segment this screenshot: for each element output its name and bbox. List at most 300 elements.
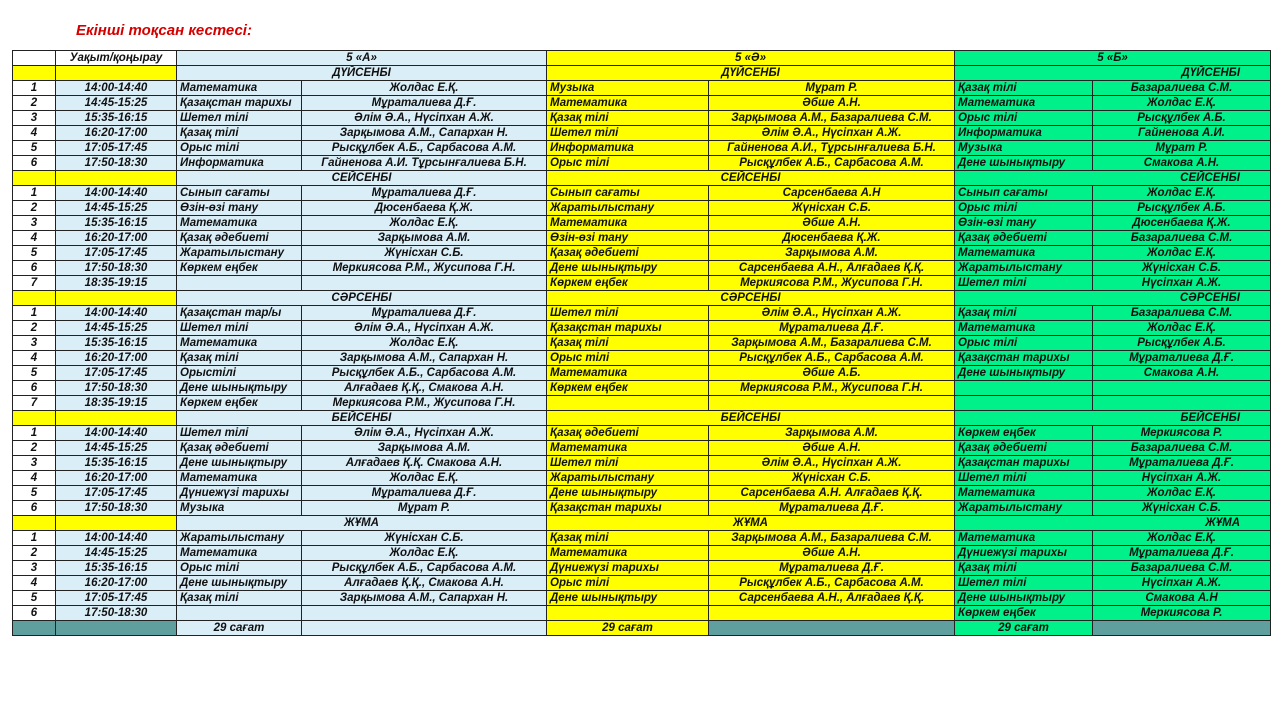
class-ae-subject: Көркем еңбек [547, 381, 709, 396]
class-a-subject: Өзін-өзі тану [177, 201, 302, 216]
lesson-number: 3 [13, 216, 56, 231]
class-a-teacher: Рысқұлбек А.Б., Сарбасова А.М. [302, 141, 547, 156]
class-ae-subject: Қазақ тілі [547, 111, 709, 126]
class-a-subject [177, 276, 302, 291]
class-a-subject: Математика [177, 471, 302, 486]
class-ae-teacher [709, 606, 955, 621]
class-b-teacher [1093, 396, 1271, 411]
day-name-ae: ДҮЙСЕНБІ [547, 66, 955, 81]
class-ae-teacher: Меркиясова Р.М., Жусипова Г.Н. [709, 276, 955, 291]
lesson-number: 7 [13, 396, 56, 411]
lesson-number: 1 [13, 531, 56, 546]
class-a-subject: Дене шынықтыру [177, 381, 302, 396]
class-b-subject: Жаратылыстану [955, 261, 1093, 276]
lesson-time: 14:45-15:25 [56, 321, 177, 336]
class-a-teacher: Алғадаев Қ.Қ., Смакова А.Н. [302, 381, 547, 396]
class-ae-teacher: Сарсенбаева А.Н., Алғадаев Қ.Қ. [709, 261, 955, 276]
class-b-teacher: Базаралиева С.М. [1093, 231, 1271, 246]
class-ae-subject: Музыка [547, 81, 709, 96]
day-marker-cell [56, 66, 177, 81]
class-a-subject [177, 606, 302, 621]
class-b-teacher: Базаралиева С.М. [1093, 81, 1271, 96]
class-a-teacher: Мұраталиева Д.Ғ. [302, 96, 547, 111]
class-a-teacher: Мұраталиева Д.Ғ. [302, 486, 547, 501]
class-ae-subject: Қазақ тілі [547, 336, 709, 351]
class-a-teacher: Жолдас Е.Қ. [302, 546, 547, 561]
day-name-ae: БЕЙСЕНБІ [547, 411, 955, 426]
day-name-b: СЕЙСЕНБІ [955, 171, 1271, 186]
lesson-number: 5 [13, 141, 56, 156]
class-a-subject: Математика [177, 216, 302, 231]
class-a-subject: Қазақ тілі [177, 591, 302, 606]
footer-blank [56, 621, 177, 636]
class-b-subject: Математика [955, 246, 1093, 261]
header-class-ae: 5 «Ә» [547, 51, 955, 66]
class-a-teacher: Әлім Ә.А., Нүсіпхан А.Ж. [302, 321, 547, 336]
class-ae-subject: Математика [547, 441, 709, 456]
table-row [13, 336, 1271, 351]
class-a-subject: Дене шынықтыру [177, 456, 302, 471]
lesson-time: 17:05-17:45 [56, 591, 177, 606]
lesson-time: 14:45-15:25 [56, 441, 177, 456]
class-ae-teacher [709, 396, 955, 411]
table-row [13, 141, 1271, 156]
class-a-teacher: Зарқымова А.М. [302, 231, 547, 246]
table-row [13, 351, 1271, 366]
table-row [13, 111, 1271, 126]
table-row [13, 186, 1271, 201]
table-row [13, 306, 1271, 321]
class-a-subject: Жаратылыстану [177, 246, 302, 261]
day-header-row [13, 171, 1271, 186]
day-marker-cell [56, 411, 177, 426]
table-row [13, 276, 1271, 291]
lesson-time: 14:45-15:25 [56, 201, 177, 216]
lesson-number: 5 [13, 591, 56, 606]
class-a-subject: Көркем еңбек [177, 396, 302, 411]
lesson-number: 4 [13, 126, 56, 141]
class-a-subject: Сынып сағаты [177, 186, 302, 201]
class-ae-subject: Дүниежүзі тарихы [547, 561, 709, 576]
class-ae-teacher: Әлім Ә.А., Нүсіпхан А.Ж. [709, 306, 955, 321]
class-ae-teacher: Жүнісхан С.Б. [709, 201, 955, 216]
class-a-teacher: Зарқымова А.М., Сапархан Н. [302, 591, 547, 606]
lesson-time: 15:35-16:15 [56, 336, 177, 351]
table-row [13, 561, 1271, 576]
class-a-teacher: Жолдас Е.Қ. [302, 471, 547, 486]
class-a-subject: Жаратылыстану [177, 531, 302, 546]
lesson-number: 2 [13, 546, 56, 561]
class-a-subject: Қазақ әдебиеті [177, 441, 302, 456]
table-row [13, 366, 1271, 381]
lesson-number: 6 [13, 261, 56, 276]
class-b-subject: Қазақстан тарихы [955, 351, 1093, 366]
class-a-teacher: Әлім Ә.А., Нүсіпхан А.Ж. [302, 426, 547, 441]
day-marker-cell [13, 411, 56, 426]
class-ae-teacher: Рысқұлбек А.Б., Сарбасова А.М. [709, 576, 955, 591]
class-a-teacher: Жолдас Е.Қ. [302, 81, 547, 96]
class-ae-subject [547, 606, 709, 621]
lesson-time: 17:50-18:30 [56, 156, 177, 171]
class-b-subject: Орыс тілі [955, 201, 1093, 216]
class-ae-subject [547, 396, 709, 411]
class-ae-subject: Жаратылыстану [547, 471, 709, 486]
day-marker-cell [13, 171, 56, 186]
class-a-teacher: Жүнісхан С.Б. [302, 531, 547, 546]
class-ae-teacher: Сарсенбаева А.Н., Алғадаев Қ.Қ. [709, 591, 955, 606]
class-a-subject: Орыс тілі [177, 561, 302, 576]
lesson-time: 15:35-16:15 [56, 456, 177, 471]
class-a-teacher: Рысқұлбек А.Б., Сарбасова А.М. [302, 366, 547, 381]
lesson-time: 17:05-17:45 [56, 141, 177, 156]
class-a-subject: Қазақстан тарихы [177, 96, 302, 111]
class-ae-subject: Қазақ әдебиеті [547, 246, 709, 261]
class-b-subject: Қазақ тілі [955, 306, 1093, 321]
class-b-teacher: Базаралиева С.М. [1093, 561, 1271, 576]
class-ae-teacher: Әлім Ә.А., Нүсіпхан А.Ж. [709, 456, 955, 471]
class-b-teacher: Нүсіпхан А.Ж. [1093, 471, 1271, 486]
class-b-subject: Шетел тілі [955, 276, 1093, 291]
class-a-teacher: Мұраталиева Д.Ғ. [302, 306, 547, 321]
class-a-subject: Қазақстан тар/ы [177, 306, 302, 321]
table-row [13, 381, 1271, 396]
class-b-teacher: Мұраталиева Д.Ғ. [1093, 546, 1271, 561]
class-ae-subject: Математика [547, 546, 709, 561]
day-marker-cell [13, 66, 56, 81]
class-a-teacher: Зарқымова А.М., Сапархан Н. [302, 351, 547, 366]
lesson-time: 17:50-18:30 [56, 501, 177, 516]
class-b-subject: Математика [955, 96, 1093, 111]
class-b-teacher: Нүсіпхан А.Ж. [1093, 576, 1271, 591]
day-marker-cell [56, 516, 177, 531]
lesson-number: 6 [13, 501, 56, 516]
class-ae-teacher: Мұраталиева Д.Ғ. [709, 501, 955, 516]
class-ae-teacher: Зарқымова А.М., Базаралиева С.М. [709, 531, 955, 546]
page-title: Екінші тоқсан кестесі: [76, 22, 252, 39]
class-b-subject: Дене шынықтыру [955, 156, 1093, 171]
class-a-subject: Орыс тілі [177, 141, 302, 156]
header-class-a: 5 «А» [177, 51, 547, 66]
lesson-time: 16:20-17:00 [56, 231, 177, 246]
class-b-teacher: Жолдас Е.Қ. [1093, 186, 1271, 201]
class-ae-teacher: Рысқұлбек А.Б., Сарбасова А.М. [709, 351, 955, 366]
class-a-subject: Қазақ тілі [177, 351, 302, 366]
class-b-teacher: Жүнісхан С.Б. [1093, 261, 1271, 276]
footer-blank [1093, 621, 1271, 636]
class-ae-subject: Математика [547, 216, 709, 231]
day-header-row [13, 291, 1271, 306]
class-b-subject: Дене шынықтыру [955, 591, 1093, 606]
class-b-teacher: Гайненова А.И. [1093, 126, 1271, 141]
class-b-teacher [1093, 381, 1271, 396]
day-marker-cell [13, 516, 56, 531]
class-b-teacher: Смакова А.Н. [1093, 366, 1271, 381]
class-ae-subject: Дене шынықтыру [547, 261, 709, 276]
class-ae-subject: Математика [547, 96, 709, 111]
table-row [13, 231, 1271, 246]
class-ae-teacher: Әбше А.Н. [709, 96, 955, 111]
lesson-time: 18:35-19:15 [56, 276, 177, 291]
lesson-number: 1 [13, 426, 56, 441]
header-number-cell [13, 51, 56, 66]
class-ae-subject: Шетел тілі [547, 126, 709, 141]
lesson-number: 1 [13, 81, 56, 96]
class-ae-subject: Дене шынықтыру [547, 591, 709, 606]
class-ae-teacher: Зарқымова А.М. [709, 426, 955, 441]
lesson-number: 5 [13, 366, 56, 381]
class-b-subject: Қазақ әдебиеті [955, 231, 1093, 246]
day-name-ae: ЖҰМА [547, 516, 955, 531]
lesson-number: 3 [13, 336, 56, 351]
class-ae-subject: Қазақстан тарихы [547, 321, 709, 336]
class-b-subject: Шетел тілі [955, 471, 1093, 486]
lesson-time: 14:45-15:25 [56, 96, 177, 111]
class-b-subject: Орыс тілі [955, 336, 1093, 351]
class-a-teacher: Дюсенбаева Қ.Ж. [302, 201, 547, 216]
lesson-number: 4 [13, 351, 56, 366]
class-b-subject: Музыка [955, 141, 1093, 156]
class-b-subject: Көркем еңбек [955, 426, 1093, 441]
day-marker-cell [13, 291, 56, 306]
footer-blank [709, 621, 955, 636]
lesson-time: 15:35-16:15 [56, 111, 177, 126]
class-a-teacher: Меркиясова Р.М., Жусипова Г.Н. [302, 396, 547, 411]
class-ae-teacher: Мұрат Р. [709, 81, 955, 96]
day-name-b: БЕЙСЕНБІ [955, 411, 1271, 426]
header-row [13, 51, 1271, 66]
table-row [13, 81, 1271, 96]
class-ae-teacher: Әбше А.Н. [709, 216, 955, 231]
lesson-number: 6 [13, 381, 56, 396]
class-ae-subject: Шетел тілі [547, 306, 709, 321]
class-b-teacher: Жүнісхан С.Б. [1093, 501, 1271, 516]
header-class-b: 5 «Б» [955, 51, 1271, 66]
footer-hours-b: 29 сағат [955, 621, 1093, 636]
day-name-ae: СЕЙСЕНБІ [547, 171, 955, 186]
lesson-time: 17:50-18:30 [56, 606, 177, 621]
class-ae-teacher: Меркиясова Р.М., Жусипова Г.Н. [709, 381, 955, 396]
lesson-time: 17:05-17:45 [56, 246, 177, 261]
table-row [13, 591, 1271, 606]
class-b-teacher: Жолдас Е.Қ. [1093, 96, 1271, 111]
class-a-subject: Математика [177, 81, 302, 96]
lesson-time: 14:00-14:40 [56, 426, 177, 441]
class-b-subject: Дене шынықтыру [955, 366, 1093, 381]
class-a-teacher: Мұраталиева Д.Ғ. [302, 186, 547, 201]
class-ae-teacher: Зарқымова А.М., Базаралиева С.М. [709, 111, 955, 126]
day-name-b: СӘРСЕНБІ [955, 291, 1271, 306]
table-row [13, 501, 1271, 516]
class-ae-subject: Орыс тілі [547, 156, 709, 171]
day-marker-cell [56, 171, 177, 186]
lesson-time: 17:05-17:45 [56, 486, 177, 501]
class-b-teacher: Базаралиева С.М. [1093, 306, 1271, 321]
class-a-subject: Дүниежүзі тарихы [177, 486, 302, 501]
class-a-teacher: Жолдас Е.Қ. [302, 336, 547, 351]
table-row [13, 441, 1271, 456]
table-row [13, 606, 1271, 621]
day-marker-cell [56, 291, 177, 306]
table-row [13, 246, 1271, 261]
day-name-ae: СӘРСЕНБІ [547, 291, 955, 306]
day-header-row [13, 66, 1271, 81]
class-b-subject: Қазақ тілі [955, 81, 1093, 96]
lesson-number: 2 [13, 201, 56, 216]
table-row [13, 456, 1271, 471]
class-b-subject: Сынып сағаты [955, 186, 1093, 201]
lesson-number: 3 [13, 456, 56, 471]
class-a-subject: Математика [177, 336, 302, 351]
lesson-time: 16:20-17:00 [56, 126, 177, 141]
class-a-subject: Шетел тілі [177, 426, 302, 441]
class-b-teacher: Жолдас Е.Қ. [1093, 246, 1271, 261]
day-header-row [13, 411, 1271, 426]
class-b-subject: Жаратылыстану [955, 501, 1093, 516]
class-a-teacher: Жолдас Е.Қ. [302, 216, 547, 231]
class-b-subject [955, 396, 1093, 411]
class-a-teacher [302, 276, 547, 291]
class-b-subject: Математика [955, 321, 1093, 336]
class-ae-teacher: Мұраталиева Д.Ғ. [709, 561, 955, 576]
table-row [13, 546, 1271, 561]
class-b-teacher: Рысқұлбек А.Б. [1093, 111, 1271, 126]
table-row [13, 261, 1271, 276]
schedule-table [12, 50, 1271, 636]
footer-row [13, 621, 1271, 636]
class-a-subject: Қазақ тілі [177, 126, 302, 141]
class-ae-subject: Дене шынықтыру [547, 486, 709, 501]
day-name-a: ЖҰМА [177, 516, 547, 531]
class-ae-teacher: Гайненова А.И., Тұрсынғалиева Б.Н. [709, 141, 955, 156]
footer-hours-a: 29 сағат [177, 621, 302, 636]
class-b-teacher: Смакова А.Н [1093, 591, 1271, 606]
class-a-subject: Көркем еңбек [177, 261, 302, 276]
class-ae-teacher: Зарқымова А.М., Базаралиева С.М. [709, 336, 955, 351]
lesson-number: 3 [13, 111, 56, 126]
class-a-subject: Математика [177, 546, 302, 561]
lesson-number: 6 [13, 156, 56, 171]
class-a-teacher: Гайненова А.И. Тұрсынғалиева Б.Н. [302, 156, 547, 171]
class-ae-subject: Жаратылыстану [547, 201, 709, 216]
lesson-number: 4 [13, 471, 56, 486]
lesson-number: 1 [13, 186, 56, 201]
class-ae-teacher: Зарқымова А.М. [709, 246, 955, 261]
class-b-teacher: Базаралиева С.М. [1093, 441, 1271, 456]
class-a-teacher: Жүнісхан С.Б. [302, 246, 547, 261]
class-b-subject: Өзін-өзі тану [955, 216, 1093, 231]
class-a-subject: Орыстілі [177, 366, 302, 381]
class-ae-subject: Математика [547, 366, 709, 381]
lesson-time: 17:05-17:45 [56, 366, 177, 381]
lesson-time: 14:00-14:40 [56, 81, 177, 96]
class-a-teacher [302, 606, 547, 621]
day-name-a: СЕЙСЕНБІ [177, 171, 547, 186]
class-ae-teacher: Мұраталиева Д.Ғ. [709, 321, 955, 336]
day-name-a: СӘРСЕНБІ [177, 291, 547, 306]
lesson-time: 17:50-18:30 [56, 381, 177, 396]
class-ae-teacher: Сарсенбаева А.Н [709, 186, 955, 201]
class-a-subject: Дене шынықтыру [177, 576, 302, 591]
class-a-teacher: Алғадаев Қ.Қ. Смакова А.Н. [302, 456, 547, 471]
lesson-number: 1 [13, 306, 56, 321]
lesson-time: 16:20-17:00 [56, 576, 177, 591]
class-b-teacher: Жолдас Е.Қ. [1093, 321, 1271, 336]
class-b-teacher: Меркиясова Р. [1093, 426, 1271, 441]
class-ae-teacher: Сарсенбаева А.Н. Алғадаев Қ.Қ. [709, 486, 955, 501]
class-ae-subject: Сынып сағаты [547, 186, 709, 201]
lesson-time: 16:20-17:00 [56, 351, 177, 366]
lesson-time: 17:50-18:30 [56, 261, 177, 276]
table-row [13, 426, 1271, 441]
class-b-teacher: Рысқұлбек А.Б. [1093, 336, 1271, 351]
class-b-subject: Информатика [955, 126, 1093, 141]
class-a-teacher: Рысқұлбек А.Б., Сарбасова А.М. [302, 561, 547, 576]
lesson-number: 4 [13, 231, 56, 246]
table-row [13, 216, 1271, 231]
table-row [13, 471, 1271, 486]
table-row [13, 321, 1271, 336]
day-name-a: ДҮЙСЕНБІ [177, 66, 547, 81]
footer-blank [13, 621, 56, 636]
class-b-teacher: Дюсенбаева Қ.Ж. [1093, 216, 1271, 231]
class-b-subject: Орыс тілі [955, 111, 1093, 126]
class-ae-teacher: Әбше А.Н. [709, 546, 955, 561]
lesson-number: 2 [13, 441, 56, 456]
lesson-number: 3 [13, 561, 56, 576]
footer-blank [302, 621, 547, 636]
class-b-subject: Математика [955, 531, 1093, 546]
class-b-teacher: Рысқұлбек А.Б. [1093, 201, 1271, 216]
table-row [13, 126, 1271, 141]
lesson-time: 16:20-17:00 [56, 471, 177, 486]
lesson-time: 15:35-16:15 [56, 216, 177, 231]
class-b-subject: Қазақстан тарихы [955, 456, 1093, 471]
lesson-number: 5 [13, 246, 56, 261]
class-ae-teacher: Жүнісхан С.Б. [709, 471, 955, 486]
day-name-b: ДҮЙСЕНБІ [955, 66, 1271, 81]
class-a-teacher: Әлім Ә.А., Нүсіпхан А.Ж. [302, 111, 547, 126]
class-a-teacher: Меркиясова Р.М., Жусипова Г.Н. [302, 261, 547, 276]
class-b-teacher: Мұраталиева Д.Ғ. [1093, 456, 1271, 471]
class-ae-subject: Қазақ тілі [547, 531, 709, 546]
lesson-number: 4 [13, 576, 56, 591]
class-b-subject: Шетел тілі [955, 576, 1093, 591]
table-row [13, 201, 1271, 216]
class-b-subject: Математика [955, 486, 1093, 501]
class-ae-teacher: Рысқұлбек А.Б., Сарбасова А.М. [709, 156, 955, 171]
class-b-teacher: Мұраталиева Д.Ғ. [1093, 351, 1271, 366]
class-a-subject: Шетел тілі [177, 111, 302, 126]
table-row [13, 96, 1271, 111]
lesson-time: 14:00-14:40 [56, 186, 177, 201]
class-a-subject: Қазақ әдебиеті [177, 231, 302, 246]
lesson-number: 2 [13, 96, 56, 111]
day-name-a: БЕЙСЕНБІ [177, 411, 547, 426]
class-b-subject: Дүниежүзі тарихы [955, 546, 1093, 561]
class-ae-teacher: Әбше А.Н. [709, 441, 955, 456]
class-ae-subject: Шетел тілі [547, 456, 709, 471]
lesson-number: 6 [13, 606, 56, 621]
class-a-subject: Информатика [177, 156, 302, 171]
table-row [13, 576, 1271, 591]
table-row [13, 396, 1271, 411]
class-b-teacher: Мұрат Р. [1093, 141, 1271, 156]
footer-hours-ae: 29 сағат [547, 621, 709, 636]
class-a-teacher: Зарқымова А.М. [302, 441, 547, 456]
lesson-time: 18:35-19:15 [56, 396, 177, 411]
class-a-subject: Музыка [177, 501, 302, 516]
header-time-label: Уақыт/қоңырау [56, 51, 177, 66]
